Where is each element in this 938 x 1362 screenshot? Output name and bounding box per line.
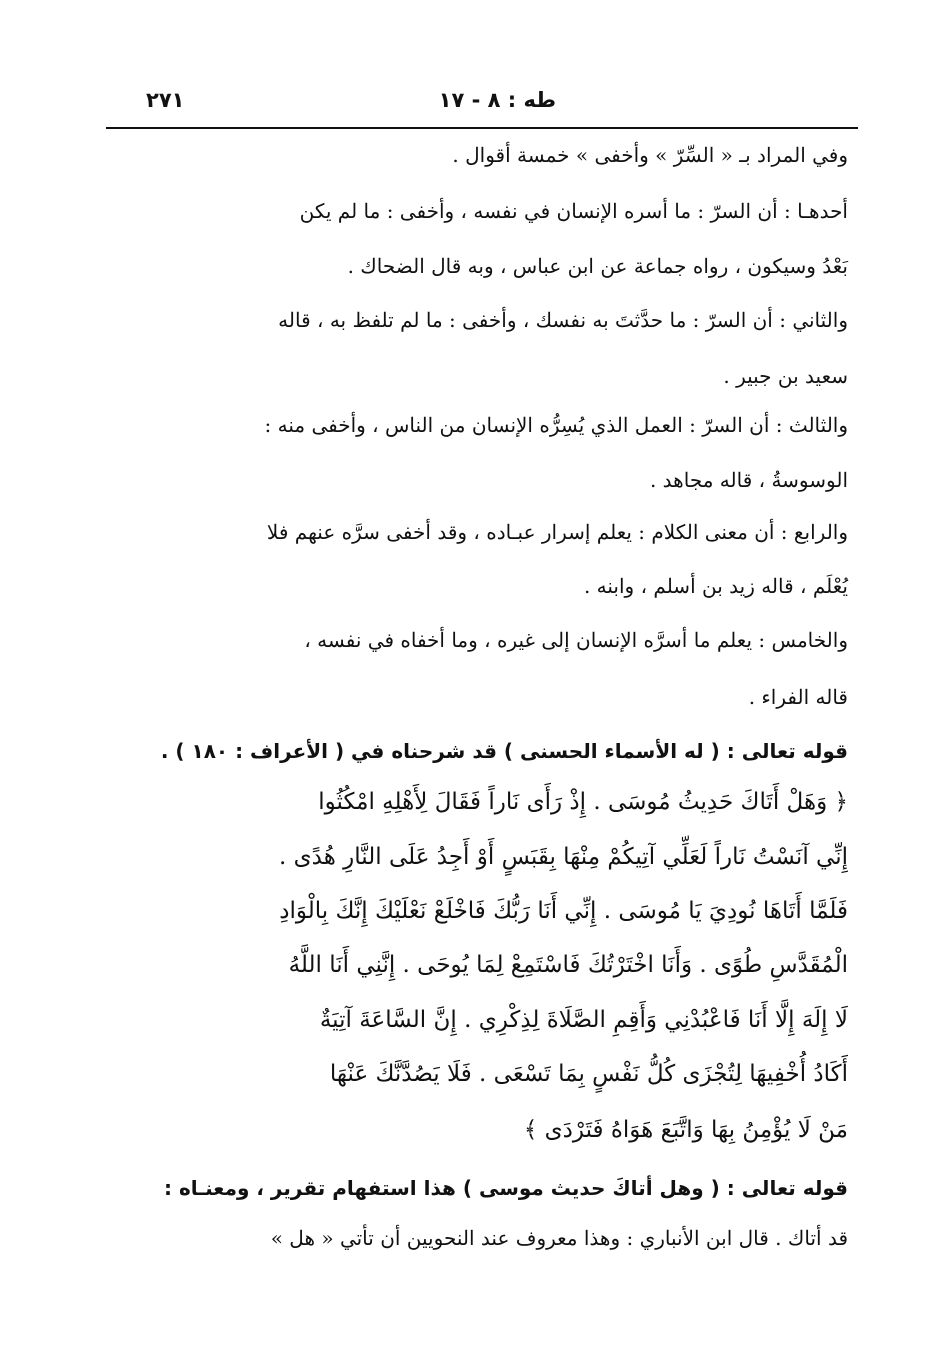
running-title: طه : ٨ - ١٧ xyxy=(438,88,556,112)
text-line: يُعْلَم ، قاله زيد بن أسلم ، وابنه . xyxy=(583,574,848,598)
page-header xyxy=(106,88,856,124)
text-line: والخامس : يعلم ما أسرَّه الإنسان إلى غيره ، وما أخفاه في نفسه ، xyxy=(304,628,848,652)
page-number: ٢٧١ xyxy=(146,88,185,112)
quran-verse-line: الْمُقَدَّسِ طُوًى . وَأَنَا اخْتَرْتُكَ فَاسْتَمِعْ لِمَا يُوحَى . إِنَّنِي أَنَا اللَّهُ xyxy=(288,952,848,978)
text-line: أحدهـا : أن السرّ : ما أسره الإنسان في نفسه ، وأخفى : ما لم يكن xyxy=(299,199,848,223)
text-line: قد أتاك . قال ابن الأنباري : وهذا معروف عند النحويين أن تأتي « هل » xyxy=(270,1226,848,1250)
text-line: قوله تعالى : ( له الأسماء الحسنى ) قد شرحناه في ( الأعراف : ١٨٠ ) . xyxy=(160,739,848,763)
text-line: قوله تعالى : ( وهل أتاكَ حديث موسى ) هذا استفهام تقرير ، ومعنـاه : xyxy=(164,1176,848,1200)
quran-verse-line: مَنْ لَا يُؤْمِنُ بِهَا وَاتَّبَعَ هَوَاهُ فَتَرْدَى ﴾ xyxy=(523,1117,848,1143)
header-divider xyxy=(106,127,858,129)
text-line: وفي المراد بـ « السِّرّ » وأخفى » خمسة أقوال . xyxy=(452,143,848,167)
text-line: والرابع : أن معنى الكلام : يعلم إسرار عبـاده ، وقد أخفى سرَّه عنهم فلا xyxy=(266,520,848,544)
quran-verse-line: إِنِّي آنَسْتُ نَاراً لَعَلِّي آتِيكُمْ مِنْهَا بِقَبَسٍ أَوْ أَجِدُ عَلَى النَّارِ هُدًى . xyxy=(279,844,848,870)
quran-verse-line: فَلَمَّا أَتَاهَا نُودِيَ يَا مُوسَى . إِنِّي أَنَا رَبُّكَ فَاخْلَعْ نَعْلَيْكَ إِنَّكَ بِالْوَادِ xyxy=(279,898,848,924)
text-line: بَعْدُ وسيكون ، رواه جماعة عن ابن عباس ، وبه قال الضحاك . xyxy=(347,254,848,278)
text-line: والثاني : أن السرّ : ما حدَّثتَ به نفسك ، وأخفى : ما لم تلفظ به ، قاله xyxy=(278,308,848,332)
quran-verse-line: لَا إِلَهَ إِلَّا أَنَا فَاعْبُدْنِي وَأَقِمِ الصَّلَاةَ لِذِكْرِي . إِنَّ السَّاعَةَ آتِيَةٌ xyxy=(319,1007,848,1033)
quran-verse-line: ﴿ وَهَلْ أَتَاكَ حَدِيثُ مُوسَى . إِذْ رَأَى نَاراً فَقَالَ لِأَهْلِهِ امْكُثُوا xyxy=(318,789,848,815)
text-line: قاله الفراء . xyxy=(748,685,848,709)
text-line: سعيد بن جبير . xyxy=(723,364,848,388)
text-line: الوسوسةُ ، قاله مجاهد . xyxy=(649,468,848,492)
text-line: والثالث : أن السرّ : العمل الذي يُسِرُّه الإنسان من الناس ، وأخفى منه : xyxy=(264,413,848,437)
quran-verse-line: أَكَادُ أُخْفِيهَا لِتُجْزَى كُلُّ نَفْسٍ بِمَا تَسْعَى . فَلَا يَصُدَّنَّكَ عَنْهَا xyxy=(329,1061,848,1087)
